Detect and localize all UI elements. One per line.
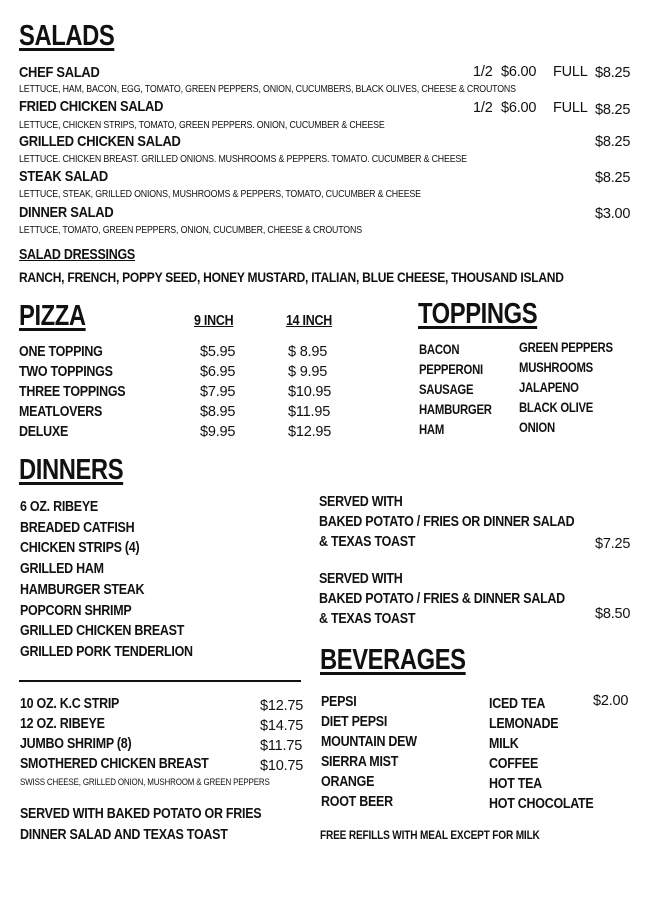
served-line: SERVED WITH xyxy=(319,494,403,510)
dinner-item: GRILLED HAM xyxy=(20,561,104,578)
dinners-header: DINNERS xyxy=(19,454,124,486)
beverage-item: ORANGE xyxy=(321,774,375,790)
topping-item: GREEN PEPPERS xyxy=(519,340,613,355)
salad-dressings-header: SALAD DRESSINGS xyxy=(19,247,136,263)
pizza-item: DELUXE xyxy=(19,424,69,440)
beverage-other-list xyxy=(489,694,611,814)
salad-desc: LETTUCE, CHICKEN STRIPS, TOMATO, GREEN PEPPERS. ONION, CUCUMBER & CHEESE xyxy=(19,119,385,131)
dinner-item: GRILLED PORK TENDERLION xyxy=(20,643,193,660)
beverage-item: MOUNTAIN DEW xyxy=(321,734,417,750)
steak-price: $11.75 xyxy=(260,738,303,754)
topping-item: HAM xyxy=(419,422,445,437)
dinner-served-with-2 xyxy=(319,569,605,629)
smothered-desc: SWISS CHEESE, GRILLED ONION, MUSHROOM & GREEN PEPPERS xyxy=(20,777,270,788)
beverage-item: MILK xyxy=(489,736,519,752)
topping-item: BLACK OLIVE xyxy=(519,400,594,415)
served-line: BAKED POTATO / FRIES & DINNER SALAD xyxy=(319,591,565,607)
pizza-item: MEATLOVERS xyxy=(19,404,103,420)
salad-price: $8.25 xyxy=(595,134,631,150)
served-with-bottom-2: DINNER SALAD AND TEXAS TOAST xyxy=(20,827,228,843)
salad-desc: LETTUCE. CHICKEN BREAST. GRILLED ONIONS. MUSHROOMS & PEPPERS. TOMATO. CUCUMBER & CHEESE xyxy=(19,153,467,165)
pizza-price-14: $ 8.95 xyxy=(288,344,328,360)
steak-item: 10 OZ. K.C STRIP xyxy=(20,696,120,712)
topping-item: JALAPENO xyxy=(519,380,579,395)
salad-dressings-list: RANCH, FRENCH, POPPY SEED, HONEY MUSTARD, ITALIAN, BLUE CHEESE, THOUSAND ISLAND xyxy=(19,269,564,285)
toppings-header: TOPPINGS xyxy=(418,298,538,330)
salad-name: FRIED CHICKEN SALAD xyxy=(19,98,164,115)
steak-prices xyxy=(260,696,303,776)
pizza-9-prices xyxy=(200,342,235,442)
pizza-price-14: $11.95 xyxy=(288,404,331,420)
topping-item: MUSHROOMS xyxy=(519,360,593,375)
steak-price: $10.75 xyxy=(260,758,304,774)
beverage-soda-list xyxy=(321,692,432,812)
full-price: $8.25 xyxy=(595,102,631,118)
beverages-header: BEVERAGES xyxy=(320,644,466,676)
free-refills-note: FREE REFILLS WITH MEAL EXCEPT FOR MILK xyxy=(320,828,540,842)
served-line: BAKED POTATO / FRIES OR DINNER SALAD xyxy=(319,514,575,530)
pizza-price-14: $12.95 xyxy=(288,424,332,440)
dinner-item: GRILLED CHICKEN BREAST xyxy=(20,623,185,640)
half-label: 1/2 xyxy=(473,100,493,116)
beverage-item: PEPSI xyxy=(321,694,357,710)
beverage-item: ICED TEA xyxy=(489,696,546,712)
section-divider xyxy=(19,680,301,682)
served-line: SERVED WITH xyxy=(319,571,403,587)
topping-item: HAMBURGER xyxy=(419,402,492,417)
dinner-items-list xyxy=(20,497,221,663)
dinner-item: 6 OZ. RIBEYE xyxy=(20,499,98,515)
beverage-item: HOT TEA xyxy=(489,776,542,792)
beverage-item: LEMONADE xyxy=(489,716,559,732)
served-line: & TEXAS TOAST xyxy=(319,611,416,627)
full-label: FULL xyxy=(553,100,588,116)
salads-header: SALADS xyxy=(19,20,115,52)
full-price: $8.25 xyxy=(595,65,631,81)
beverage-item: SIERRA MIST xyxy=(321,754,399,770)
half-price: $6.00 xyxy=(501,64,537,80)
steak-item: JUMBO SHRIMP (8) xyxy=(20,736,132,752)
salad-name: STEAK SALAD xyxy=(19,168,108,185)
pizza-price-14: $10.95 xyxy=(288,384,332,400)
pizza-item: THREE TOPPINGS xyxy=(19,384,126,400)
pizza-col-14-inch: 14 INCH xyxy=(286,313,333,329)
beverage-item: HOT CHOCOLATE xyxy=(489,796,594,812)
steak-item: SMOTHERED CHICKEN BREAST xyxy=(20,756,209,772)
dinner-served-with-1 xyxy=(319,492,616,552)
served-with-bottom-1: SERVED WITH BAKED POTATO OR FRIES xyxy=(20,806,262,822)
topping-item: PEPPERONI xyxy=(419,362,483,377)
pizza-price-14: $ 9.95 xyxy=(288,364,328,380)
dinner-item: HAMBURGER STEAK xyxy=(20,581,145,598)
salad-desc: LETTUCE, TOMATO, GREEN PEPPERS, ONION, CUCUMBER, CHEESE & CROUTONS xyxy=(19,224,362,236)
salad-name: GRILLED CHICKEN SALAD xyxy=(19,133,181,150)
pizza-price-9: $9.95 xyxy=(200,424,236,440)
pizza-price-9: $5.95 xyxy=(200,344,236,360)
toppings-veg-list xyxy=(519,338,631,438)
half-price: $6.00 xyxy=(501,100,537,116)
beverage-item: COFFEE xyxy=(489,756,539,772)
beverage-item: DIET PEPSI xyxy=(321,714,388,730)
pizza-14-prices xyxy=(288,342,331,442)
pizza-item: ONE TOPPING xyxy=(19,344,103,360)
topping-item: ONION xyxy=(519,420,555,435)
salad-desc: LETTUCE, HAM, BACON, EGG, TOMATO, GREEN PEPPERS, ONION, CUCUMBERS, BLACK OLIVES, CHEESE & CROUTONS xyxy=(19,83,516,95)
steak-price: $12.75 xyxy=(260,698,304,714)
pizza-price-9: $7.95 xyxy=(200,384,236,400)
salad-price: $3.00 xyxy=(595,206,631,222)
dinner-item: BREADED CATFISH xyxy=(20,519,135,536)
pizza-price-9: $8.95 xyxy=(200,404,236,420)
pizza-names xyxy=(19,342,143,442)
pizza-price-9: $6.95 xyxy=(200,364,236,380)
served-line: & TEXAS TOAST xyxy=(319,534,416,550)
salad-desc: LETTUCE, STEAK, GRILLED ONIONS, MUSHROOMS & PEPPERS, TOMATO, CUCUMBER & CHEESE xyxy=(19,188,421,200)
toppings-meat-list xyxy=(419,340,506,440)
steak-price: $14.75 xyxy=(260,718,304,734)
topping-item: SAUSAGE xyxy=(419,382,474,397)
dinner-price-2: $8.50 xyxy=(595,606,631,622)
steak-names xyxy=(20,694,239,774)
half-label: 1/2 xyxy=(473,64,493,80)
pizza-item: TWO TOPPINGS xyxy=(19,364,113,380)
topping-item: BACON xyxy=(419,342,460,357)
beverage-price: $2.00 xyxy=(593,693,629,709)
steak-item: 12 OZ. RIBEYE xyxy=(20,716,105,732)
dinner-item: CHICKEN STRIPS (4) xyxy=(20,540,140,557)
full-label: FULL xyxy=(553,64,588,80)
salad-name: DINNER SALAD xyxy=(19,204,114,221)
salad-price: $8.25 xyxy=(595,170,631,186)
dinner-item: POPCORN SHRIMP xyxy=(20,602,132,619)
beverage-item: ROOT BEER xyxy=(321,794,393,810)
dinner-price-1: $7.25 xyxy=(595,536,631,552)
pizza-col-9-inch: 9 INCH xyxy=(194,313,234,329)
salad-name: CHEF SALAD xyxy=(19,64,100,81)
pizza-header: PIZZA xyxy=(19,300,86,332)
